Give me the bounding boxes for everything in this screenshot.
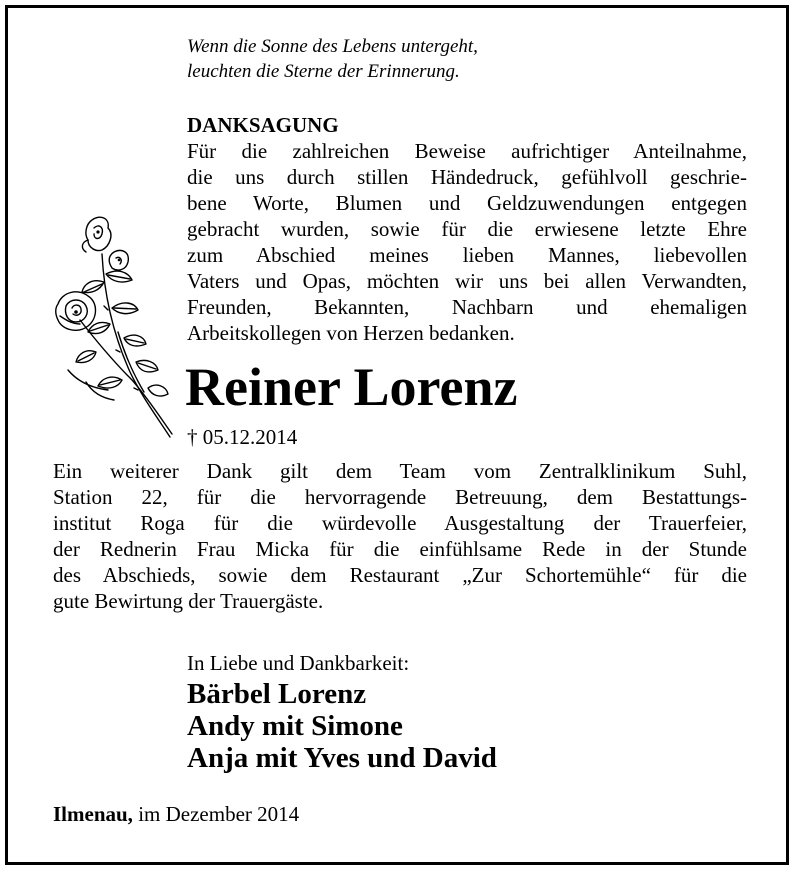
death-date: † 05.12.2014: [187, 425, 298, 449]
intro-line: Vaters und Opas, möchten wir uns bei allen Verwandten,: [187, 269, 747, 293]
thanks-line: des Abschieds, sowie dem Restaurant „Zur Schortemühle“ für die: [53, 563, 747, 587]
place-and-date: [53, 802, 299, 827]
heading-danksagung: DANKSAGUNG: [187, 113, 339, 137]
signer: Bärbel Lorenz: [187, 678, 367, 710]
signers-list: [187, 678, 497, 774]
thanks-line: Ein weiterer Dank gilt dem Team vom Zentralklinikum Suhl,: [53, 459, 747, 483]
thanks-line: institut Roga für die würdevolle Ausgestaltung der Trauerfeier,: [53, 511, 747, 535]
rose-illustration-icon: [52, 212, 180, 440]
intro-line: gebracht wurden, sowie für die erwiesene letzte Ehre: [187, 217, 747, 241]
intro-line: bene Worte, Blumen und Geldzuwendungen entgegen: [187, 191, 747, 215]
intro-paragraph: [187, 138, 747, 346]
motto-line-1: Wenn die Sonne des Lebens untergeht,: [187, 36, 478, 57]
motto-line-2: leuchten die Sterne der Erinnerung.: [187, 61, 460, 82]
thanks-line: gute Bewirtung der Trauergäste.: [53, 589, 324, 613]
thanks-paragraph: [53, 458, 747, 614]
closing-line: In Liebe und Dankbarkeit:: [187, 651, 410, 675]
intro-line: zum Abschied meines lieben Mannes, liebevollen: [187, 243, 747, 267]
thanks-line: der Rednerin Frau Micka für die einfühlsame Rede in der Stunde: [53, 537, 747, 561]
intro-line: die uns durch stillen Händedruck, gefühlvoll geschrie-: [187, 165, 747, 189]
signer: Anja mit Yves und David: [187, 742, 497, 774]
notice-date: im Dezember 2014: [132, 802, 300, 826]
place-name: Ilmenau,: [53, 802, 133, 826]
motto: [187, 34, 478, 84]
thanks-line: Station 22, für die hervorragende Betreuung, dem Bestattungs-: [53, 485, 747, 509]
intro-line: Freunden, Bekannten, Nachbarn und ehemaligen: [187, 295, 747, 319]
intro-line: Arbeitskollegen von Herzen bedanken.: [187, 321, 515, 345]
intro-line: Für die zahlreichen Beweise aufrichtiger Anteilnahme,: [187, 139, 747, 163]
deceased-name: Reiner Lorenz: [185, 357, 518, 417]
signer: Andy mit Simone: [187, 710, 403, 742]
